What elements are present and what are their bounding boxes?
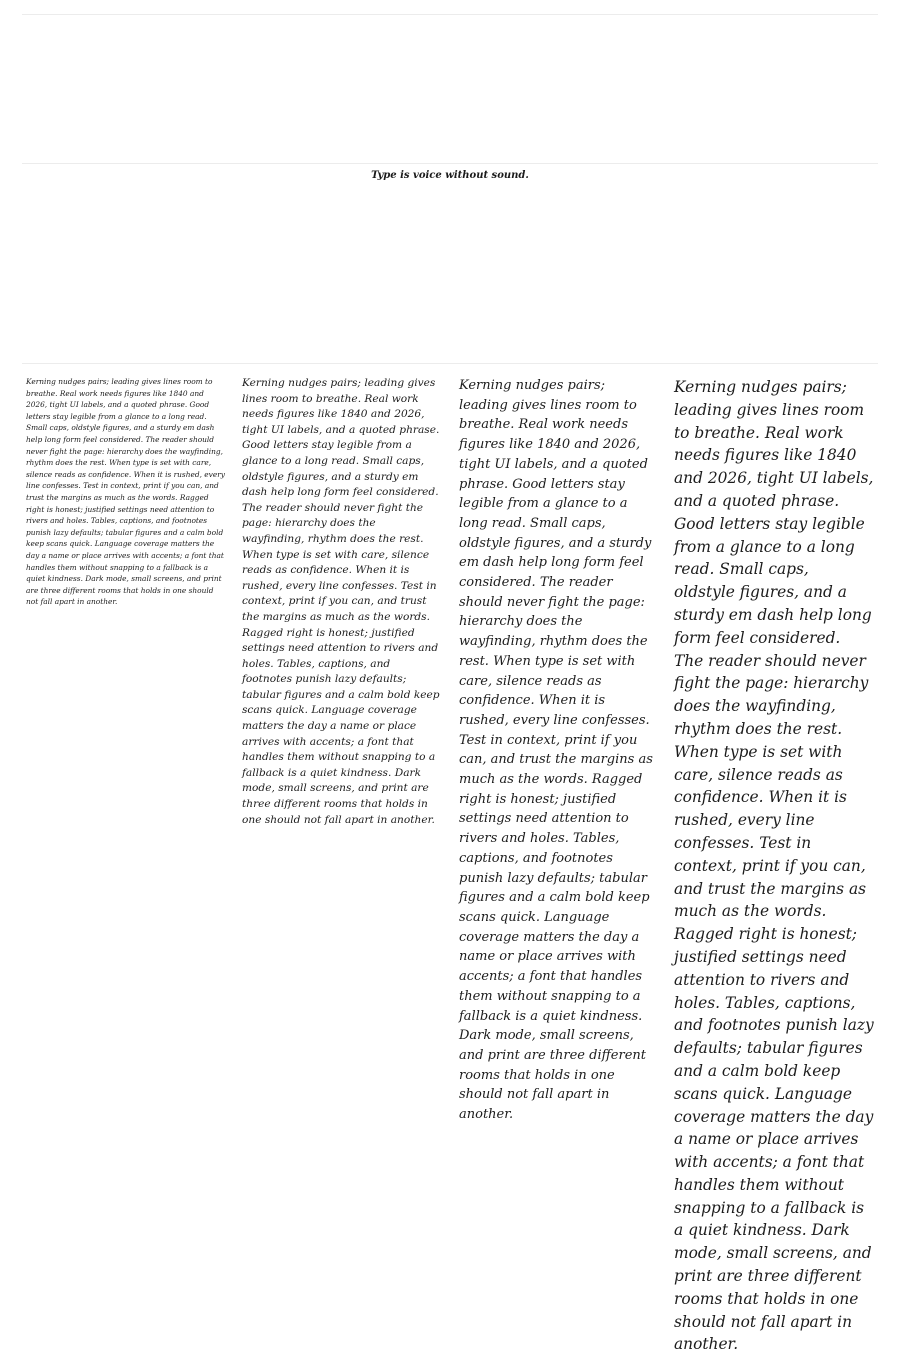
paragraph-sample-medium: Kerning nudges pairs; leading gives lines room to breathe. Real work needs figures like 1840 and 2026, tight UI labels, and a quoted phrase. Good letters stay legible from a glance to a long read. Small caps, oldstyle figures, and a sturdy em dash help long form feel considered. The reader should never fight the page: hierarchy does the wayfinding, rhythm does the rest. When type is set with care, silence reads as confidence. When it is rushed, every line confesses. Test in context, print if you can, and trust the margins as much as the words. Ragged right is honest; justified settings need attention to rivers and holes. Tables, captions, and footnotes punish lazy defaults; tabular figures and a calm bold keep scans quick. Language coverage matters the day a name or place arrives with accents; a font that handles them without snapping to a fallback is a quiet kindness. Dark mode, small screens, and print are three different rooms that holds in one should not fall apart in another. <box>459 378 653 1123</box>
sample-headline: Type is voice without sound. <box>371 170 529 181</box>
paragraph-sample-small: Kerning nudges pairs; leading gives lines room to breathe. Real work needs figures like 1840 and 2026, tight UI labels, and a quoted phrase. Good letters stay legible from a glance to a long read. Small caps, oldstyle figures, and a sturdy em dash help long form feel considered. The reader should never fight the page: hierarchy does the wayfinding, rhythm does the rest. When type is set with care, silence reads as confidence. When it is rushed, every line confesses. Test in context, print if you can, and trust the margins as much as the words. Ragged right is honest; justified settings need attention to rivers and holes. Tables, captions, and footnotes punish lazy defaults; tabular figures and a calm bold keep scans quick. Language coverage matters the day a name or place arrives with accents; a font that handles them without snapping to a fallback is a quiet kindness. Dark mode, small screens, and print are three different rooms that holds in one should not fall apart in another. <box>242 377 440 826</box>
paragraph-sample-large: Kerning nudges pairs; leading gives lines room to breathe. Real work needs figures like 1840 and 2026, tight UI labels, and a quoted phrase. Good letters stay legible from a glance to a long read. Small caps, oldstyle figures, and a sturdy em dash help long form feel considered. The reader should never fight the page: hierarchy does the wayfinding, rhythm does the rest. When type is set with care, silence reads as confidence. When it is rushed, every line confesses. Test in context, print if you can, and trust the margins as much as the words. Ragged right is honest; justified settings need attention to rivers and holes. Tables, captions, and footnotes punish lazy defaults; tabular figures and a calm bold keep scans quick. Language coverage matters the day a name or place arrives with accents; a font that handles them without snapping to a fallback is a quiet kindness. Dark mode, small screens, and print are three different rooms that holds in one should not fall apart in another. <box>674 378 874 1354</box>
glyph-section-divider <box>22 163 878 164</box>
paragraph-sample-smallest: Kerning nudges pairs; leading gives lines room to breathe. Real work needs figures like 1840 and 2026, tight UI labels, and a quoted phrase. Good letters stay legible from a glance to a long read. Small caps, oldstyle figures, and a sturdy em dash help long form feel considered. The reader should never fight the page: hierarchy does the wayfinding, rhythm does the rest. When type is set with care, silence reads as confidence. When it is rushed, every line confesses. Test in context, print if you can, and trust the margins as much as the words. Ragged right is honest; justified settings need attention to rivers and holes. Tables, captions, and footnotes punish lazy defaults; tabular figures and a calm bold keep scans quick. Language coverage matters the day a name or place arrives with accents; a font that handles them without snapping to a fallback is a quiet kindness. Dark mode, small screens, and print are three different rooms that holds in one should not fall apart in another. <box>26 377 225 607</box>
top-divider <box>22 14 878 15</box>
sample-section-divider <box>22 363 878 364</box>
